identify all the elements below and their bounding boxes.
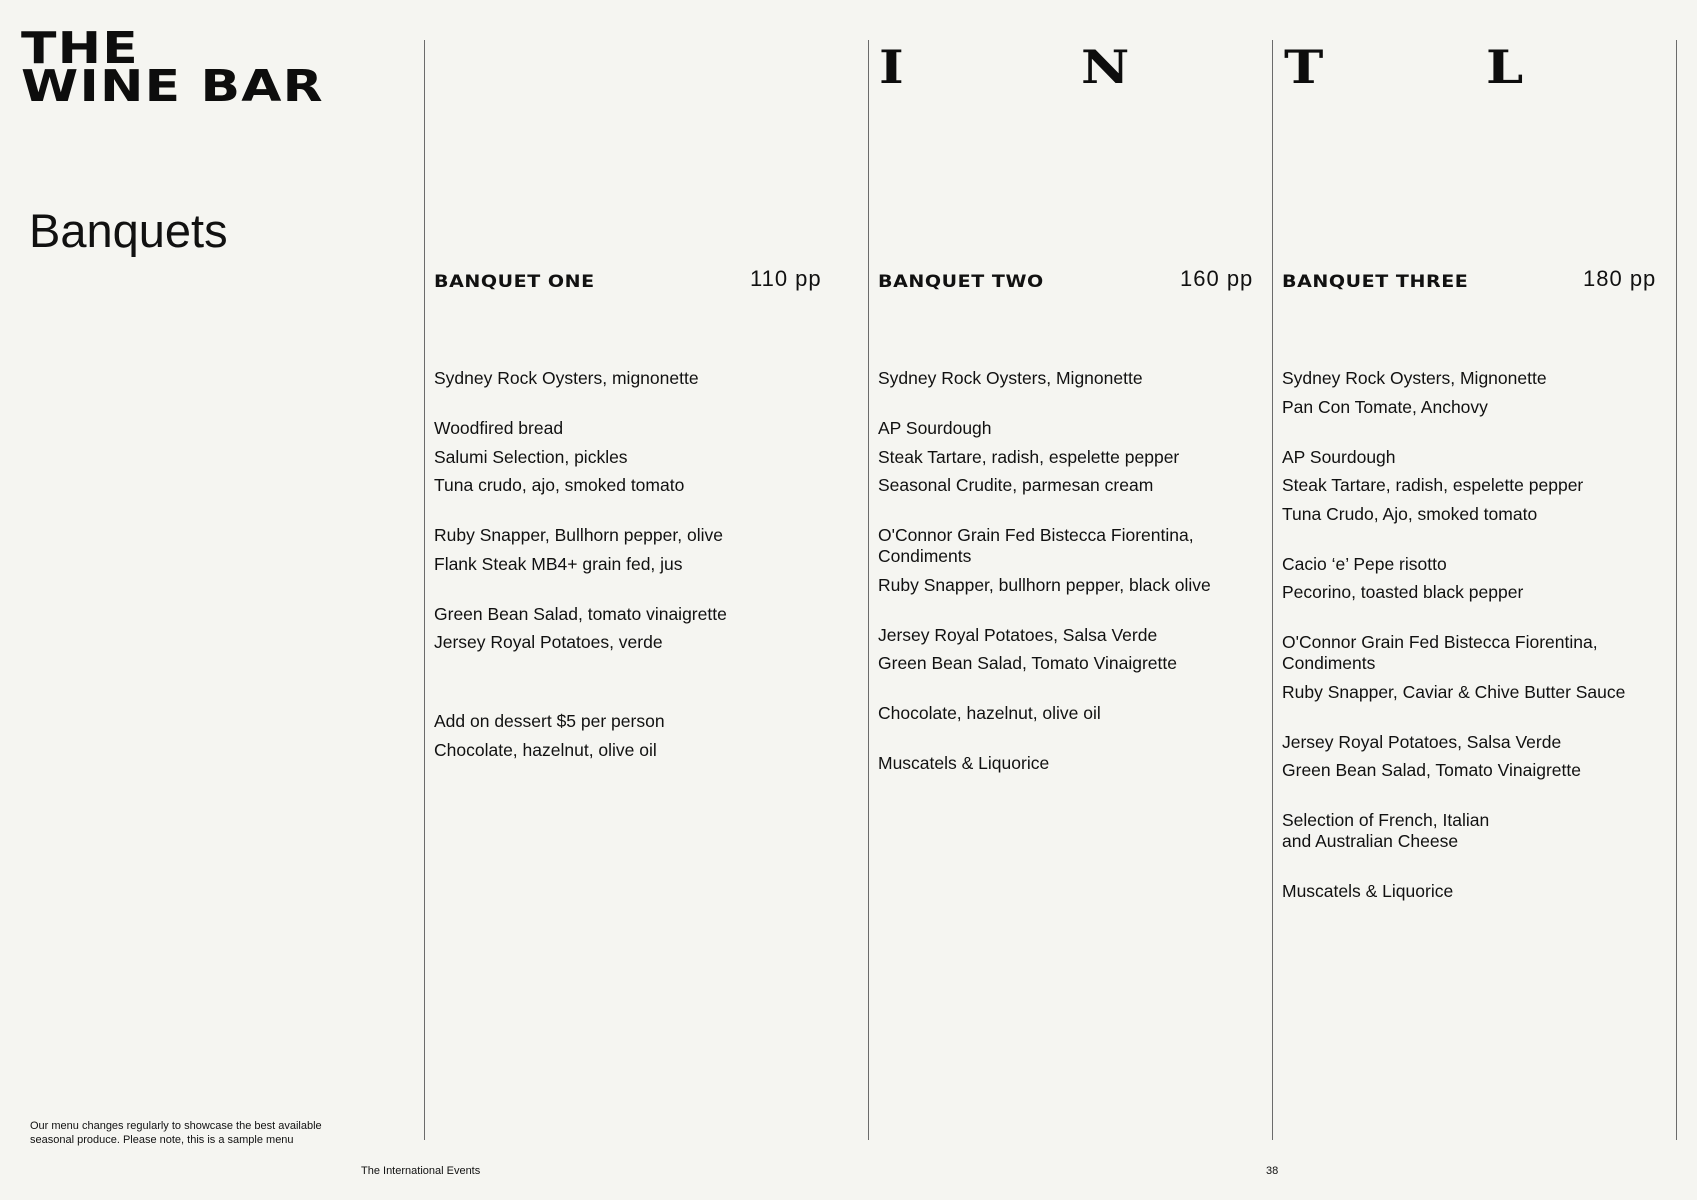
footer-title: The International Events (361, 1165, 481, 1177)
banquet-header (434, 266, 829, 296)
menu-item: Muscatels & Liquorice (1282, 881, 1454, 901)
menu-item: Woodfired bread (434, 418, 564, 438)
menu-item: Flank Steak MB4+ grain fed, jus (434, 553, 683, 574)
menu-item: Tuna Crudo, Ajo, smoked tomato (1282, 503, 1538, 524)
menu-list (1282, 368, 1625, 910)
menu-item: Sydney Rock Oysters, mignonette (434, 368, 699, 388)
column-divider (1676, 40, 1677, 1140)
menu-item: Ruby Snapper, Caviar & Chive Butter Sauce (1282, 681, 1626, 702)
menu-item: Green Bean Salad, Tomato Vinaigrette (1282, 760, 1581, 780)
column-divider (868, 40, 869, 1140)
section-title: Banquets (29, 204, 228, 257)
banquet-header (1282, 266, 1660, 296)
banquet-name: BANQUET TWO (878, 272, 1044, 292)
brand-logo (21, 23, 324, 112)
menu-item: AP Sourdough (878, 418, 992, 438)
column-divider (1272, 40, 1273, 1140)
big-letter-i: I (879, 40, 904, 94)
banquet-name: BANQUET ONE (434, 272, 595, 292)
menu-item: Chocolate, hazelnut, olive oil (434, 739, 657, 760)
menu-item: Green Bean Salad, tomato vinaigrette (434, 603, 727, 624)
menu-item: Cacio ‘e’ Pepe risotto (1282, 553, 1447, 574)
banquet-name: BANQUET THREE (1282, 272, 1469, 292)
menu-item: O'Connor Grain Fed Bistecca Fiorentina, Condiments (878, 525, 1194, 566)
banquet-price: 180 pp (1583, 266, 1657, 291)
menu-item: Jersey Royal Potatoes, Salsa Verde (878, 624, 1158, 645)
banquet-price: 160 pp (1180, 266, 1254, 291)
big-letter-n: N (1081, 40, 1130, 94)
menu-item: Add on dessert $5 per person (434, 711, 665, 731)
page-number: 38 (1266, 1165, 1279, 1177)
menu-item: Muscatels & Liquorice (878, 753, 1050, 773)
menu-item: Jersey Royal Potatoes, verde (434, 632, 663, 652)
menu-item: Chocolate, hazelnut, olive oil (878, 703, 1101, 723)
column-divider (424, 40, 425, 1140)
menu-item: Pan Con Tomate, Anchovy (1282, 396, 1488, 417)
menu-item: O'Connor Grain Fed Bistecca Fiorentina, Condiments (1282, 632, 1598, 673)
brand-line-2: WINE BAR (21, 61, 324, 112)
banquet-header (878, 266, 1256, 296)
menu-item: Pecorino, toasted black pepper (1282, 582, 1524, 602)
menu-note: Our menu changes regularly to showcase the best available seasonal produce. Please note, this is a sample menu (30, 1120, 322, 1146)
brand-line-1: THE (21, 23, 139, 74)
menu-item: Ruby Snapper, Bullhorn pepper, olive (434, 525, 723, 545)
menu-list (878, 368, 1211, 782)
menu-item: Salumi Selection, pickles (434, 446, 628, 467)
big-letter-t: T (1284, 40, 1324, 94)
menu-list (434, 368, 727, 768)
menu-item: Sydney Rock Oysters, Mignonette (878, 368, 1143, 388)
menu-item: Green Bean Salad, Tomato Vinaigrette (878, 653, 1177, 673)
menu-item: Jersey Royal Potatoes, Salsa Verde (1282, 731, 1562, 752)
menu-item: Steak Tartare, radish, espelette pepper (878, 446, 1180, 467)
menu-item: Ruby Snapper, bullhorn pepper, black olive (878, 574, 1211, 595)
menu-item: Sydney Rock Oysters, Mignonette (1282, 368, 1547, 388)
menu-item: Selection of French, Italian and Australian Cheese (1282, 810, 1490, 851)
big-letter-l: L (1486, 40, 1524, 94)
menu-item: Tuna crudo, ajo, smoked tomato (434, 475, 685, 495)
menu-item: Seasonal Crudite, parmesan cream (878, 475, 1154, 495)
menu-item: Steak Tartare, radish, espelette pepper (1282, 475, 1584, 495)
menu-item: AP Sourdough (1282, 446, 1396, 467)
banquet-price: 110 pp (750, 266, 822, 291)
